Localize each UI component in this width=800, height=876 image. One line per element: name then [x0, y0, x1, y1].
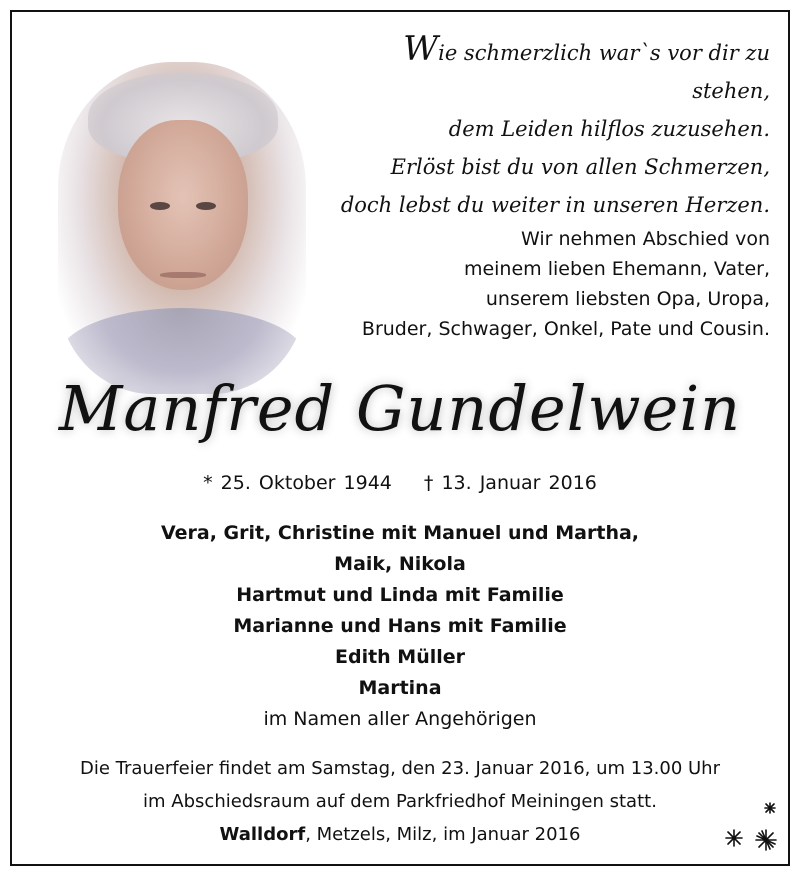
portrait-eye-right — [196, 202, 216, 210]
service-line-1: Die Trauerfeier findet am Samstag, den 23. Januar 2016, um 13.00 Uhr — [79, 758, 720, 779]
birth-date: * 25. Oktober 1944 — [203, 472, 392, 494]
verse-line-1-text: ie schmerzlich war`s vor dir zu stehen, — [438, 41, 770, 103]
mourners-list — [0, 518, 800, 735]
intro-line-1: Wir nehmen Abschied von — [521, 228, 770, 250]
mourner-line: Vera, Grit, Christine mit Manuel und Martha, — [160, 522, 640, 544]
mourner-line: Hartmut und Linda mit Familie — [236, 584, 564, 606]
flower-ornament-icon — [718, 800, 788, 860]
life-dates — [0, 472, 800, 494]
portrait-face — [118, 120, 248, 290]
place-rest: , Metzels, Milz, im Januar 2016 — [305, 824, 581, 845]
service-line-3 — [0, 818, 800, 851]
mourner-line: Martina — [358, 677, 442, 699]
portrait-photo — [58, 62, 306, 394]
farewell-intro — [290, 224, 770, 344]
intro-line-3: unserem liebsten Opa, Uropa, — [485, 288, 770, 310]
mourner-line: Marianne und Hans mit Familie — [233, 615, 567, 637]
on-behalf-line: im Namen aller Angehörigen — [263, 708, 537, 730]
intro-line-4: Bruder, Schwager, Onkel, Pate und Cousin. — [361, 318, 770, 340]
verse-line-3: Erlöst bist du von allen Schmerzen, — [390, 155, 770, 179]
verse-initial: W — [403, 29, 439, 69]
intro-line-2: meinem lieben Ehemann, Vater, — [463, 258, 770, 280]
verse-line-4: doch lebst du weiter in unseren Herzen. — [340, 193, 770, 217]
verse-line-1 — [330, 30, 770, 110]
deceased-name: Manfred Gundelwein — [58, 372, 742, 445]
service-line-2: im Abschiedsraum auf dem Parkfriedhof Meiningen statt. — [143, 791, 657, 812]
death-date: † 13. Januar 2016 — [423, 472, 597, 494]
mourner-line: Maik, Nikola — [334, 553, 466, 575]
portrait-mouth — [160, 272, 206, 278]
verse-line-2: dem Leiden hilflos zuzusehen. — [448, 117, 770, 141]
place-name: Walldorf — [219, 824, 306, 845]
memorial-verse — [330, 30, 770, 224]
funeral-service-info — [0, 752, 800, 851]
mourner-line: Edith Müller — [334, 646, 466, 668]
portrait-eye-left — [150, 202, 170, 210]
